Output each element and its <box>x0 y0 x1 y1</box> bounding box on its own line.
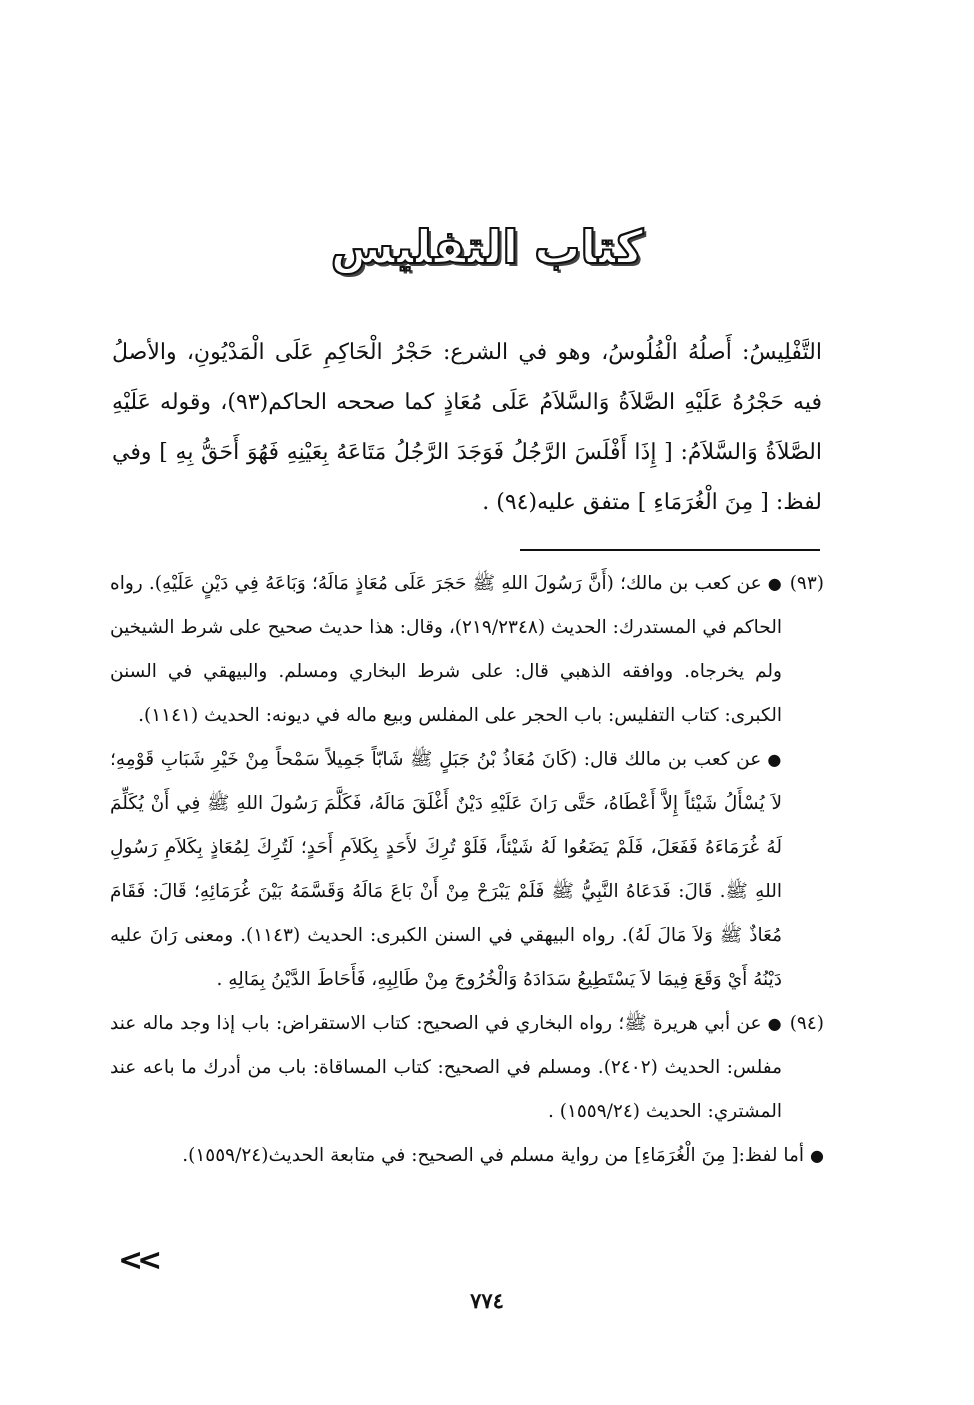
filled-circle-icon: ● <box>767 750 782 769</box>
footnote-number: (٩٣) <box>789 573 824 594</box>
main-text <box>112 328 822 528</box>
footnote-number: (٩٤) <box>789 1013 824 1034</box>
footnote-paragraph <box>110 1002 782 1134</box>
main-paragraph: التَّفْلِيسُ: أَصلُهُ الْفُلُوسُ، وهو في الشرع: حَجْرُ الْحَاكِمِ عَلَى الْمَدْيُونِ، والأصلُ فيه حَجْرُهُ عَلَيْهِ الصَّلاَةُ وَالسَّلاَمُ عَلَى مُعَاذٍ كما صححه الحاكم(٩٣)، وقوله عَلَيْهِ الصَّلاَةُ وَالسَّلاَمُ: [ إِذَا أَفْلَسَ الرَّجُلُ فَوَجَدَ الرَّجُلُ مَتَاعَهُ بِعَيْنِهِ فَهُوَ أَحَقُّ بِهِ ] وفي لفظ: [ مِنَ الْغُرَمَاءِ ] متفق عليه(٩٤) . <box>112 340 822 515</box>
footnote-93 <box>110 562 824 1002</box>
footnote-text: عن كعب بن مالك قال: (كَانَ مُعَاذُ بْنُ جَبَلٍ ﷺ شَابّاً جَمِيلاً سَمْحاً مِنْ خَيْرِ شَبَابِ قَوْمِهِ؛ لاَ يُسْأَلُ شَيْئاً إِلاَّ أَعْطَاهُ، حَتَّى رَانَ عَلَيْهِ دَيْنٌ أَغْلَقَ مَالَهُ، فَكَلَّمَ رَسُولَ اللهِ ﷺ فِي أَنْ يُكَلِّمَ لَهُ غُرَمَاءَهُ فَفَعَلَ، فَلَمْ يَضَعُوا لَهُ شَيْئاً، فَلَوْ تُرِكَ لأَحَدٍ بِكَلاَمِ أَحَدٍ؛ لَتُرِكَ لِمُعَاذٍ بِكَلاَمِ رَسُولِ اللهِ ﷺ. قَالَ: فَدَعَاهُ النَّبِيُّ ﷺ فَلَمْ يَبْرَحْ مِنْ أَنْ بَاعَ مَالَهُ وَقَسَّمَهُ بَيْنَ غُرَمَائِهِ؛ قَالَ: فَقَامَ مُعَاذٌ ﷺ وَلاَ مَالَ لَهُ). رواه البيهقي في السنن الكبرى: الحديث (١١٤٣). ومعنى رَانَ عليه دَيْنُهُ أَيْ وَقَعَ فِيمَا لاَ يَسْتَطِيعُ سَدَادَهُ وَالْخُرُوجَ مِنْ طَالِبِهِ، فَأَحَاطَ الدَّيْنُ بِمَالِهِ . <box>110 749 782 990</box>
footnotes <box>110 562 824 1178</box>
double-chevron-left-icon: << <box>118 1243 157 1278</box>
footnote-paragraph <box>110 562 782 738</box>
filled-circle-icon: ● <box>810 1146 824 1165</box>
footnote-divider <box>520 549 820 551</box>
filled-circle-icon: ● <box>767 574 782 593</box>
footnote-94 <box>110 1002 824 1134</box>
footnote-text: أما لفظ:[ مِنَ الْغُرَمَاءِ] من رواية مسلم في الصحيح: في متابعة الحديث(١٥٥٩/٢٤). <box>182 1145 805 1166</box>
filled-circle-icon: ● <box>767 1014 782 1033</box>
footnote-paragraph <box>110 1134 824 1178</box>
footnote-paragraph <box>110 738 782 1002</box>
footnote-text: عن أبي هريرة ﷺ؛ رواه البخاري في الصحيح: كتاب الاستقراض: باب إذا وجد ماله عند مفلس: الحديث (٢٤٠٢). ومسلم في الصحيح: كتاب المساقاة: باب من أدرك ما باعه عند المشتري: الحديث (١٥٥٩/٢٤) . <box>110 1013 783 1122</box>
page-number: ٧٧٤ <box>470 1288 504 1313</box>
footnote-text: عن كعب بن مالك؛ (أَنَّ رَسُولَ اللهِ ﷺ حَجَرَ عَلَى مُعَاذٍ مَالَهُ؛ وَبَاعَهُ فِي دَيْنٍ عَلَيْهِ). رواه الحاكم في المستدرك: الحديث (٢١٩/٢٣٤٨)، وقال: هذا حديث صحيح على شرط الشيخين ولم يخرجاه. ووافقه الذهبي قال: على شرط البخاري ومسلم. والبيهقي في السنن الكبرى: كتاب التفليس: باب الحجر على المفلس وبيع ماله في ديونه: الحديث (١١٤١). <box>110 573 783 726</box>
chapter-title: كتاب التفليس <box>330 220 644 274</box>
